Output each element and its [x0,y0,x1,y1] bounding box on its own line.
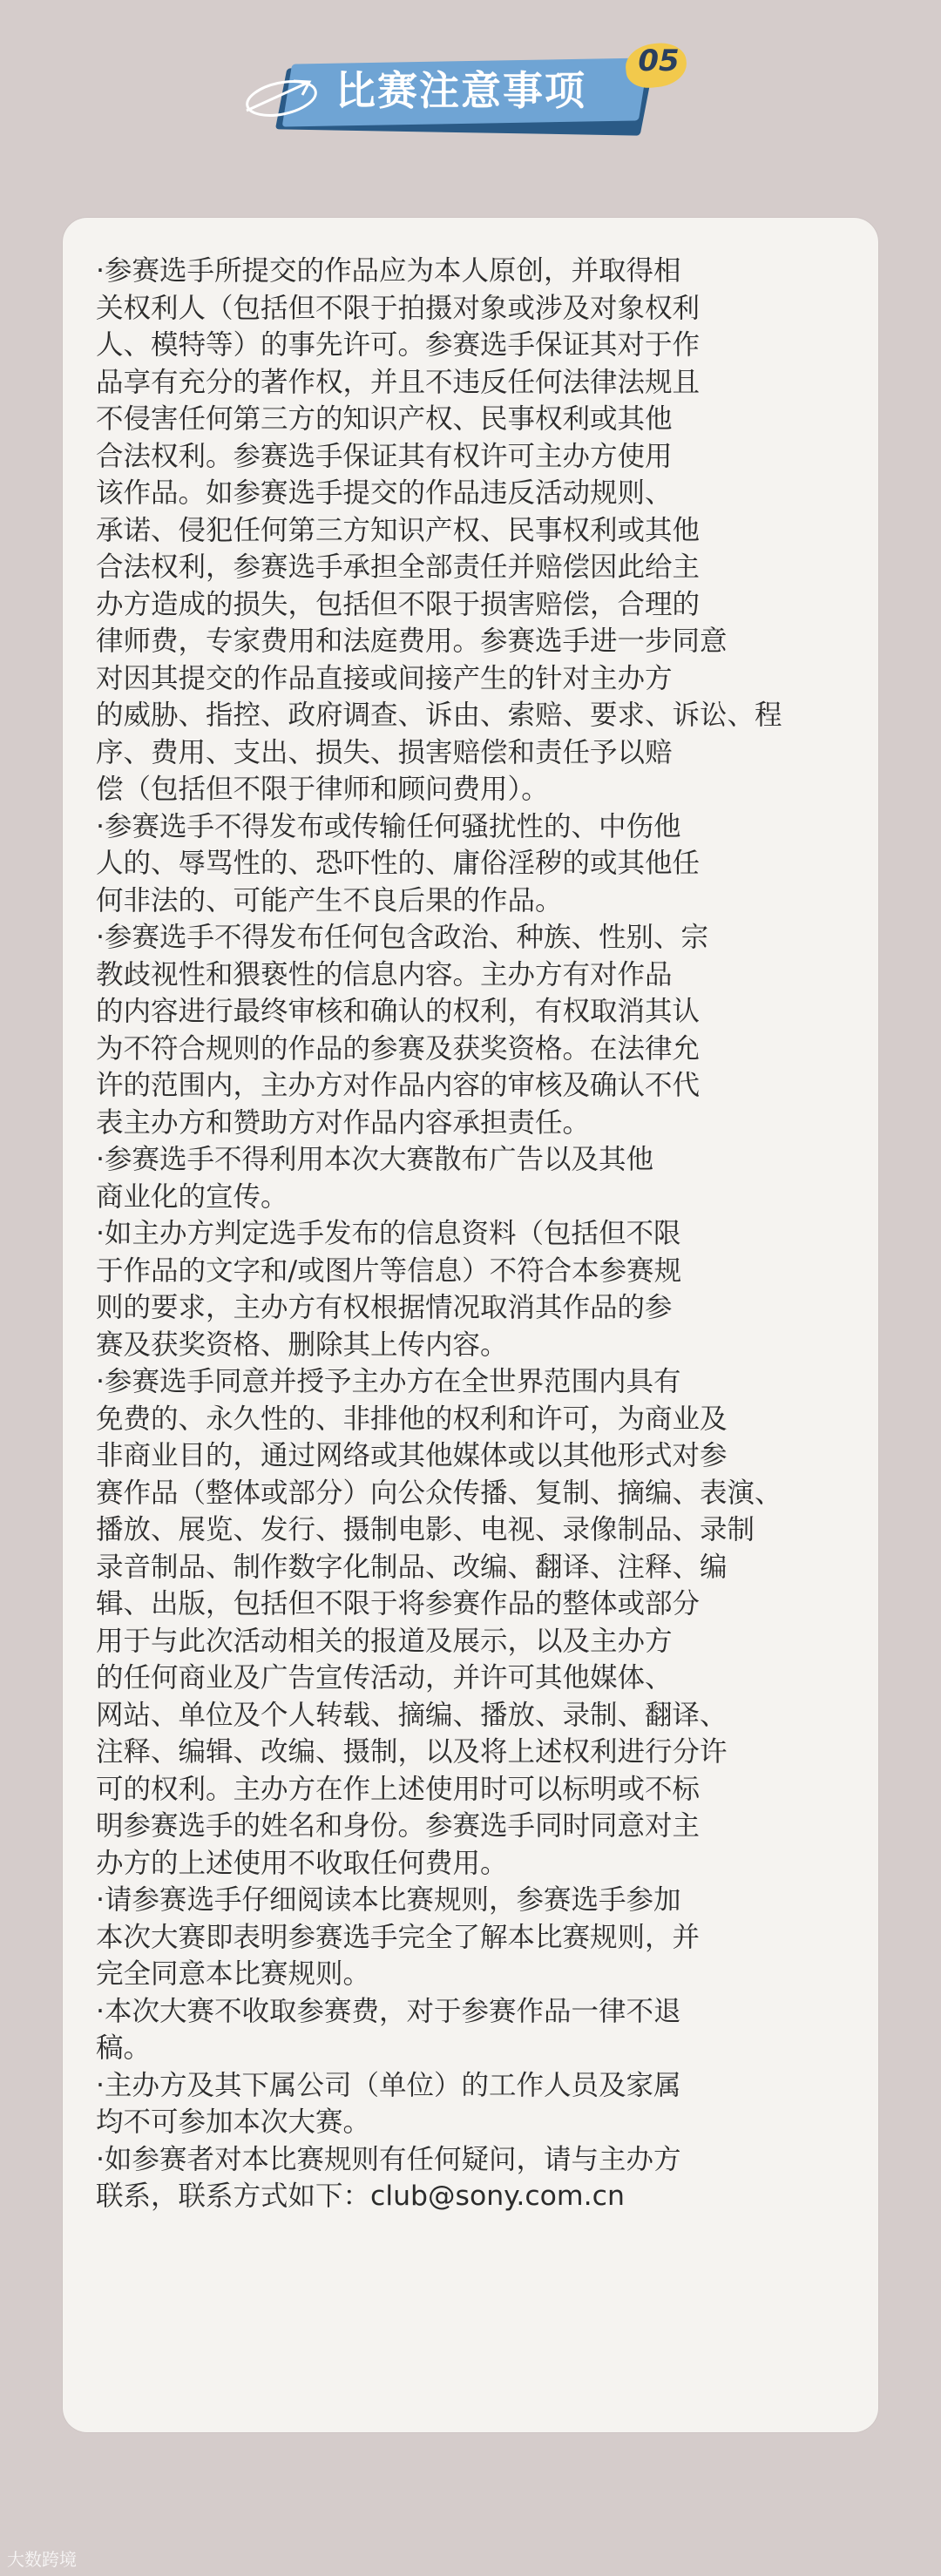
rule-line: 辑、出版，包括但不限于将参赛作品的整体或部分 [96,1588,701,1619]
rule-line: ·如主办方判定选手发布的信息资料（包括但不限 [96,1218,681,1249]
rule-line: 办方的上述使用不收取任何费用。 [96,1847,508,1879]
rule-line: 网站、单位及个人转载、摘编、播放、录制、翻译、 [96,1699,728,1731]
rule-line: 承诺、侵犯任何第三方知识产权、民事权利或其他 [96,514,701,546]
rule-line: ·参赛选手同意并授予主办方在全世界范围内具有 [96,1366,681,1397]
rule-item [96,2067,852,2141]
rule-line: ·本次大赛不收取参赛费，对于参赛作品一律不退 [96,1995,681,2027]
rule-line: 对因其提交的作品直接或间接产生的针对主办方 [96,662,673,694]
header [0,17,941,148]
rule-line: 为不符合规则的作品的参赛及获奖资格。在法律允 [96,1032,701,1065]
rule-line: 的威胁、指控、政府调查、诉由、索赔、要求、诉讼、程 [96,700,782,731]
rule-line: 稿。 [96,2032,152,2064]
rule-line: 教歧视性和猥亵性的信息内容。主办方有对作品 [96,958,673,991]
rule-line: 办方造成的损失，包括但不限于损害赔偿，合理的 [96,588,701,620]
rule-item [96,1363,852,1882]
rule-item [96,1882,852,1993]
watermark: 大数跨境 [7,2549,77,2570]
rules-list [96,253,852,2215]
rule-item [96,919,852,1141]
section-number: 05 [638,44,680,78]
rule-line: 本次大赛即表明参赛选手完全了解本比赛规则，并 [96,1921,701,1953]
rule-line: 人、模特等）的事先许可。参赛选手保证其对于作 [96,329,701,361]
rule-line: ·请参赛选手仔细阅读本比赛规则，参赛选手参加 [96,1884,681,1916]
rule-line: 关权利人（包括但不限于拍摄对象或涉及对象权利 [96,292,701,324]
rule-line: ·参赛选手不得发布任何包含政治、种族、性别、宗 [96,922,709,953]
rule-line: 序、费用、支出、损失、损害赔偿和责任予以赔 [96,736,673,768]
rule-line: 该作品。如参赛选手提交的作品违反活动规则、 [96,477,673,509]
rule-line: 何非法的、可能产生不良后果的作品。 [96,884,563,916]
rule-line: 的任何商业及广告宣传活动，并许可其他媒体、 [96,1662,673,1694]
rule-line: 合法权利。参赛选手保证其有权许可主办方使用 [96,440,673,472]
rule-item [96,1141,852,1215]
rule-line: ·参赛选手不得发布或传输任何骚扰性的、中伤他 [96,810,681,842]
rule-line: 人的、辱骂性的、恐吓性的、庸俗淫秽的或其他任 [96,848,701,879]
rule-line: 不侵害任何第三方的知识产权、民事权利或其他 [96,403,673,435]
rule-line: 品享有充分的著作权，并且不违反任何法律法规且 [96,366,701,398]
rule-line: 合法权利，参赛选手承担全部责任并赔偿因此给主 [96,551,701,583]
rule-item [96,1993,852,2067]
rule-line: 可的权利。主办方在作上述使用时可以标明或不标 [96,1773,701,1805]
rule-line: 均不可参加本次大赛。 [96,2106,371,2138]
arrow-icon [240,65,335,126]
rule-line: 注释、编辑、改编、摄制，以及将上述权利进行分许 [96,1736,728,1768]
rule-item [96,2141,852,2215]
rule-item [96,1215,852,1363]
rule-line: 则的要求，主办方有权根据情况取消其作品的参 [96,1292,673,1323]
rule-line: ·主办方及其下属公司（单位）的工作人员及家属 [96,2069,681,2101]
rule-line: 非商业目的，通过网络或其他媒体或以其他形式对参 [96,1440,728,1471]
rule-line: ·参赛选手不得利用本次大赛散布广告以及其他 [96,1144,654,1175]
rule-line: 联系，联系方式如下：club@sony.com.cn [96,2180,625,2212]
section-title: 比赛注意事项 [335,67,586,114]
rule-line: 的内容进行最终审核和确认的权利，有权取消其认 [96,996,701,1027]
rule-line: 录音制品、制作数字化制品、改编、翻译、注释、编 [96,1551,728,1583]
rule-line: 赛及获奖资格、删除其上传内容。 [96,1329,508,1361]
rule-item [96,253,852,808]
rule-line: 完全同意本比赛规则。 [96,1958,371,1990]
rule-line: 明参赛选手的姓名和身份。参赛选手同时同意对主 [96,1810,701,1842]
rule-line: 商业化的宣传。 [96,1180,288,1213]
rule-item [96,808,852,920]
rule-line: 许的范围内，主办方对作品内容的审核及确认不代 [96,1070,701,1101]
rule-line: ·如参赛者对本比赛规则有任何疑问，请与主办方 [96,2143,681,2175]
rule-line: 赛作品（整体或部分）向公众传播、复制、摘编、表演、 [96,1477,782,1509]
rule-line: 于作品的文字和/或图片等信息）不符合本参赛规 [96,1254,682,1287]
rule-line: 偿（包括但不限于律师和顾问费用）。 [96,774,549,805]
rule-line: 播放、展览、发行、摄制电影、电视、录像制品、录制 [96,1514,755,1545]
rule-line: 表主办方和赞助方对作品内容承担责任。 [96,1106,591,1139]
rule-line: 律师费，专家费用和法庭费用。参赛选手进一步同意 [96,625,728,657]
rule-line: 免费的、永久性的、非排他的权利和许可，为商业及 [96,1403,728,1435]
rule-line: ·参赛选手所提交的作品应为本人原创，并取得相 [96,255,681,287]
rule-line: 用于与此次活动相关的报道及展示，以及主办方 [96,1625,673,1657]
